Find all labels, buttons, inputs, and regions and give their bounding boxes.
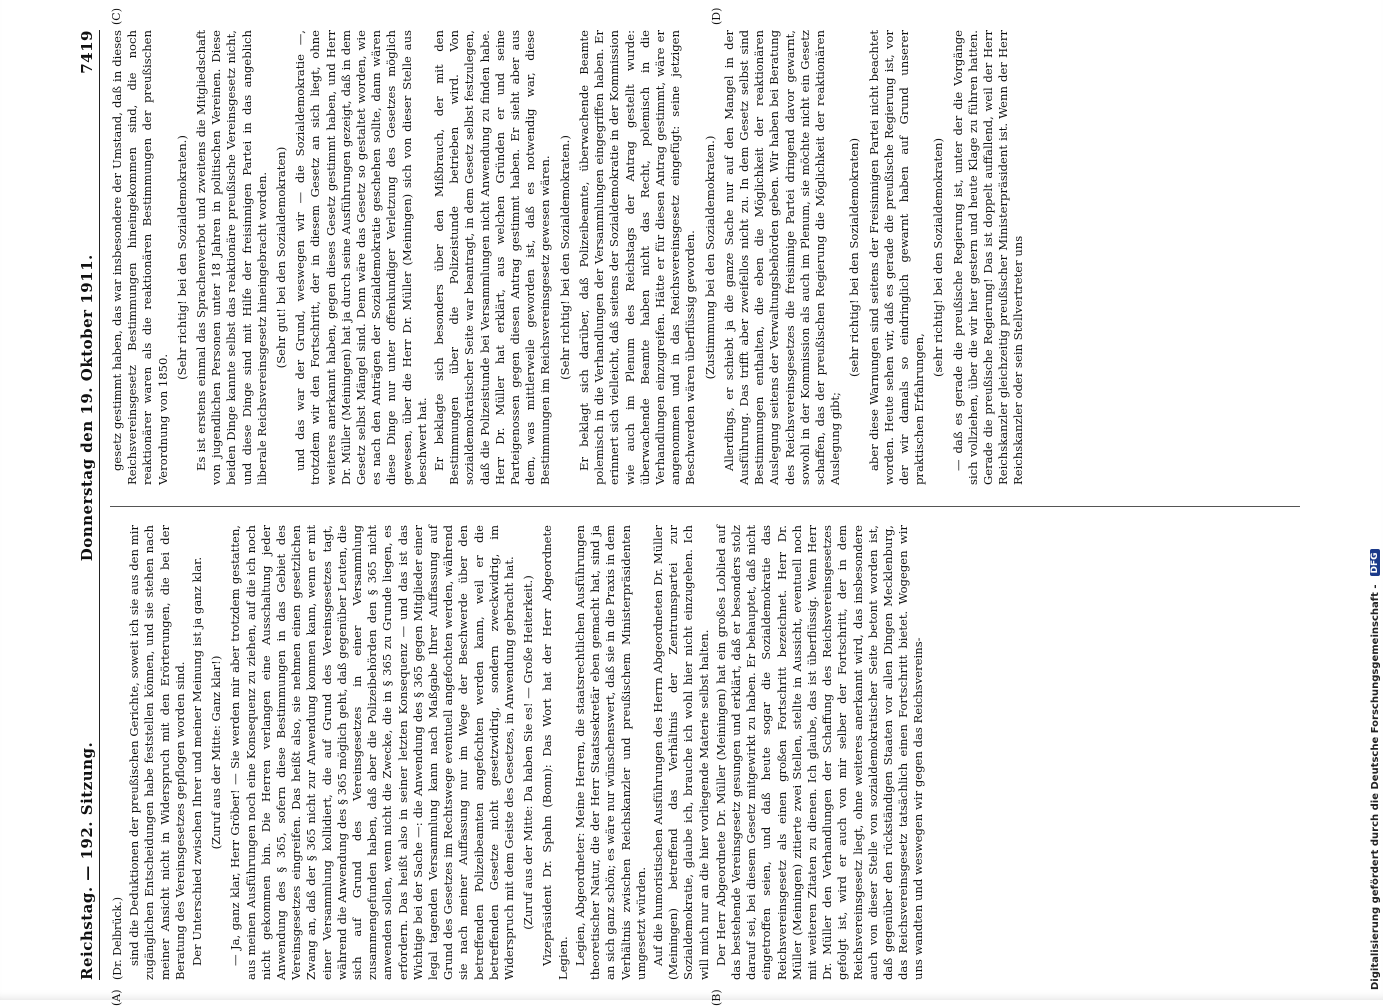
paragraph: Vizepräsident Dr. Spahn (Bonn): Das Wort hat der Herr Abgeordnete Legien.: [540, 525, 570, 980]
rotated-page-content: [70, 7, 1360, 1006]
paragraph: — Ja, ganz klar, Herr Gröber! — Sie werden mir aber trotzdem gestatten, aus meinen Ausführungen noch eine Konsequenz zu ziehen, auf die ich noch nicht gekommen bin. Die Herren verlangen eine Ausschaltung jeder Anwendung des § 365, sofern diese Bestimmungen in das Gebiet des Vereinsgesetzes eingreifen. Das heißt also, sie nehmen einen gesetzlichen Zwang an, daß der § 365 nicht zur Anwendung kommen kann, wenn er mit einer Versammlung kollidiert, die auf Grund des Vereinsgesetzes tagt, während die Anwendung des § 365 möglich geht, daß gegenüber Leuten, die sich auf Grund des Vereinsgesetzes in einer Versammlung zusammengefunden haben, daß aber die Polizeibehörden den § 365 nicht anwenden sollen, wenn nicht die Zwecke, die in § 365 zu Grunde liegen, es erfordern. Das heißt also in seiner letzten Konsequenz — und das ist das Wichtige bei der Sache —: die Anwendung des § 365 gegen Mitglieder einer legal tagenden Versammlung kann nach Maßgabe Ihrer Auffassung auf Grund des Gesetzes im Rechtswege eventuell angefochten werden, während sie nach meiner Auffassung nur im Wege der Beschwerde über den betreffenden Polizeibeamten angefochten werden kann, weil er die betreffenden Gesetze nicht gesetzwidrig, sondern zweckwidrig, im Widerspruch mit dem Geiste des Gesetzes, in Anwendung gebracht hat.: [228, 525, 517, 980]
interjection: (Zuruf aus der Mitte: Da haben Sie es! — Große Heiterkeit.): [521, 575, 536, 930]
running-head-date: Donnerstag den 19. Oktober 1911.: [78, 254, 96, 562]
paragraph: aber diese Warnungen sind seitens der Freisinnigen Partei nicht beachtet worden. Heute sehen wir, daß es gerade die preußische Regierung ist, vor der wir damals so eindringlich gewarnt haben auf Grund unserer praktischen Erfahrungen,: [866, 30, 927, 485]
digitization-credit: [1368, 10, 1382, 990]
paragraph: Es ist erstens einmal das Sprachenverbot und zweitens die Mitgliedschaft von jugendlichen Personen unter 18 Jahren in politischen Vereinen. Diese beiden Dinge kannte selbst das reaktionäre preußische Vereinsgesetz nicht, und diese Dinge sind mit Hilfe der freisinnigen Partei in das angeblich liberale Reichsvereinsgesetz hineingebracht worden.: [194, 30, 269, 485]
interjection: (Sehr gut! bei den Sozialdemokraten): [274, 146, 289, 369]
column-divider: [110, 506, 1300, 507]
paragraph: Auf die humoristischen Ausführungen des Herrn Abgeordneten Dr. Müller (Meiningen) betreffend das Verhältnis der Zentrumspartei zur Sozialdemokratie, glaube ich, brauche ich wohl hier nicht einzugehen. Ich will mich nur an die hier vorliegende Materie selbst halten.: [650, 525, 711, 980]
interjection: (Zuruf aus der Mitte: Ganz klar!): [209, 655, 224, 850]
running-head: [70, 30, 100, 980]
paragraph: und das war der Grund, weswegen wir — die Sozialdemokratie —, trotzdem wir den Fortschritt, der in diesem Gesetz an sich liegt, ohne weiteres anerkannt haben, gegen dieses Gesetz gestimmt haben, und Herr Dr. Müller (Meiningen) hat ja durch seine Ausführungen gezeigt, daß in dem Gesetz selbst Mängel sind. Denn wäre das Gesetz so gestaltet worden, wie es nach den Anträgen der Sozialdemokratie geschehen sollte, dann wären diese Dinge nur unter offenkundiger Verletzung des Gesetzes möglich gewesen, über die Herr Dr. Müller (Meiningen) sich von dieser Stelle aus beschwert hat.: [293, 30, 429, 485]
right-column: [110, 30, 1029, 485]
speaker-tag: (Dr. Delbrück.): [111, 897, 124, 980]
interjection: (sehr richtig! bei den Sozialdemokraten): [847, 137, 862, 378]
paragraph: — daß es gerade die preußische Regierung ist, unter der die Vorgänge sich vollziehen, über die wir hier gestern und heute Klage zu führen hatten. Gerade die preußische Regierung! Das ist doppelt auffallend, weil der Herr Reichskanzler gleichzeitig preußischer Ministerpräsident ist. Wenn der Herr Reichskanzler oder sein Stellvertreter uns: [950, 30, 1026, 485]
paragraph: Der Herr Abgeordnete Dr. Müller (Meiningen) hat ein großes Loblied auf das bestehende Vereinsgesetz gesungen und erklärt, daß er besonders stolz darauf sei, bei diesem Gesetz mitgewirkt zu haben. Er behauptet, daß nicht eingetroffen seien, und daß heute sogar die Sozialdemokratie das Reichsvereinsgesetz als einen großen Fortschritt bezeichnet. Herr Dr. Müller (Meiningen) zitierte zwei Stellen, stellte in Aussicht, eventuell noch mit weiteren Zitaten zu dienen. Ich glaube, das ist überflüssig. Wenn Herr Dr. Müller den Verhandlungen der Schaffung des Reichsvereinsgesetzes gefolgt ist, wird er auch von mir selber der Fortschritt, der in dem Reichsvereinsgesetz liegt, ohne weiteres anerkannt wird, das insbesondere auch von dieser Stelle von sozialdemokratischer Seite betont worden ist, daß gegenüber den rückständigen Staaten vor allen Dingen Mecklenburg, das Reichsvereinsgesetz tatsächlich einen Fortschritt bietet. Wogegen wir uns wandten und weswegen wir gegen das Reichsvereins-: [713, 525, 926, 980]
interjection: (Sehr richtig! bei den Sozialdemokraten.): [174, 135, 189, 380]
paragraph: gesetz gestimmt haben, das war insbesondere der Umstand, daß in dieses Reichsvereinsgesetz Bestimmungen hineingekommen sind, die noch reaktionärer waren als die reaktionären Bestimmungen der preußischen Verordnung von 1850.: [110, 30, 170, 485]
interjection: (sehr richtig! bei den Sozialdemokraten): [931, 137, 946, 378]
paragraph: sind die Deduktionen der preußischen Gerichte, soweit ich sie aus den mir zugänglichen Entscheidungen habe feststellen können, und sie stehen nach meiner Ansicht nicht in Widerspruch mit den Erörterungen, die bei der Beratung des Vereinsgesetzes gepflogen worden sind.: [127, 525, 187, 980]
paragraph: Er beklagte sich besonders über den Mißbrauch, der mit den Bestimmungen über die Polizeistunde betrieben wird. Von sozialdemokratischer Seite war beantragt, in dem Gesetz selbst festzulegen, daß die Polizeistunde bei Versammlungen nicht Anwendung zu finden habe. Herr Dr. Müller hat erklärt, aus welchen Gründen er und seine Parteigenossen gegen diesen Antrag gestimmt haben. Er sieht aber aus dem, was mittlerweile geworden ist, daß es notwendig war, diese Bestimmungen im Reichsvereinsgesetz gewesen wären.: [432, 30, 553, 485]
dfg-logo: DFG: [1370, 549, 1380, 576]
interjection: (Sehr richtig! bei den Sozialdemokraten.): [557, 135, 572, 380]
left-column: [110, 525, 929, 980]
paragraph: Legien, Abgeordneter: Meine Herren, die staatsrechtlichen Ausführungen theoretischer Natur, die der Herr Staatssekretär eben gemacht hat, sind ja an sich ganz schön; es wäre nur wünschenswert, daß sie in die Praxis in dem Verhältnis zwischen Reichskanzler und preußischem Ministerpräsidenten umgesetzt würden.: [572, 525, 648, 980]
margin-letter-d: (D): [710, 7, 723, 25]
running-head-left: Reichstag. — 192. Sitzung.: [78, 741, 96, 980]
paragraph: Der Unterschied zwischen Ihrer und meiner Meinung ist ja ganz klar.: [190, 556, 205, 966]
credit-text: Digitalisierung gefördert durch die Deutsche Forschungsgemeinschaft -: [1369, 584, 1381, 990]
margin-letter-b: (B): [710, 989, 723, 1006]
paragraph: Allerdings, er schiebt ja die ganze Sache nur auf den Mangel in der Ausführung. Das trifft aber zweifellos nicht zu. In dem Gesetz selbst sind Bestimmungen enthalten, die eben die Möglichkeit der reaktionären Auslegung seitens der Verwaltungsbehörden geben. Wir haben bei Beratung des Reichsvereinsgesetzes die freisinnige Partei dringend davor gewarnt, sowohl in der Kommission als auch im Plenum, sie möchte nicht ein Gesetz schaffen, das der preußischen Regierung die Möglichkeit der reaktionären Auslegung gibt;: [721, 30, 843, 485]
page-number: 7419: [78, 30, 96, 74]
margin-letter-c: (C): [110, 8, 123, 25]
interjection: (Zustimmung bei den Sozialdemokraten.): [702, 135, 717, 380]
paragraph: Er beklagt sich darüber, daß Polizeibeamte, überwachende Beamte polemisch in die Verhandlungen der Versammlungen eingegriffen haben. Er erinnert sich vielleicht, daß seitens der Sozialdemokratie in der Kommission wie auch im Plenum des Reichstags der Antrag gestellt wurde: überwachende Beamte haben nicht das Recht, polemisch in die Verhandlungen einzugreifen. Hätte er für diesen Antrag gestimmt, wäre er angenommen und in das Reichsvereinsgesetz eingefügt: seine jetzigen Beschwerden wären überflüssig geworden.: [576, 30, 698, 485]
margin-letter-a: (A): [110, 989, 123, 1006]
